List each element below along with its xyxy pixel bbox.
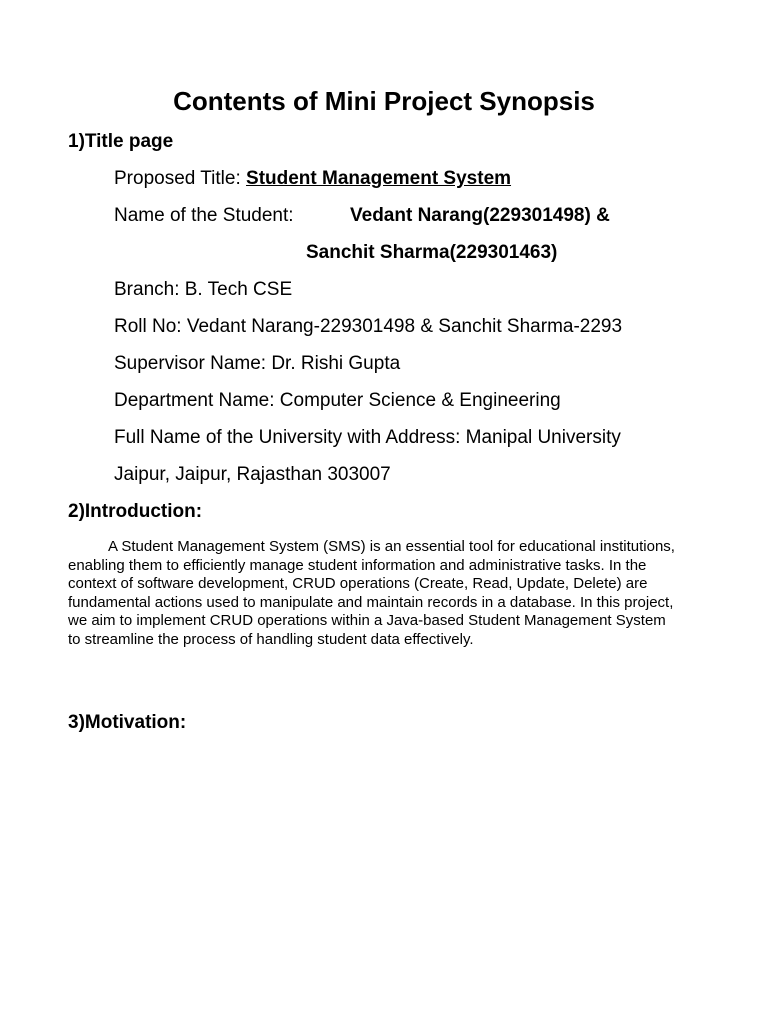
proposed-title-line [114,167,511,191]
university-line-2: Jaipur, Jaipur, Rajasthan 303007 [114,464,391,485]
supervisor-line: Supervisor Name: Dr. Rishi Gupta [114,353,401,374]
section-heading-title-page: 1)Title page [68,131,174,152]
student-name-line [114,204,610,228]
university-line-1: Full Name of the University with Address: Manipal University [114,427,621,448]
section-heading-introduction: 2)Introduction: [68,501,203,522]
document-title: Contents of Mini Project Synopsis [173,86,595,116]
student-name-label: Name of the Student: [114,205,294,226]
introduction-paragraph: A Student Management System (SMS) is an essential tool for educational institutions, enabling them to efficiently manage student information and administrative tasks. In the context of software development, CRUD operations (Create, Read, Update, Delete) are fundamental actions used to manipulate and maintain records in a database. In this project, we aim to implement CRUD operations within a Java-based Student Management System to streamline the process of handling student data effectively. [68,538,675,648]
proposed-title-label: Proposed Title: [114,168,247,189]
student-name-value-2: Sanchit Sharma(229301463) [306,242,558,263]
section-heading-motivation: 3)Motivation: [68,712,187,733]
proposed-title-value: Student Management System [246,168,512,189]
roll-no-line: Roll No: Vedant Narang-229301498 & Sanchit Sharma-2293 [114,316,623,337]
branch-line: Branch: B. Tech CSE [114,279,293,300]
student-name-value-1: Vedant Narang(229301498) & [350,205,610,226]
department-line: Department Name: Computer Science & Engineering [114,390,561,411]
